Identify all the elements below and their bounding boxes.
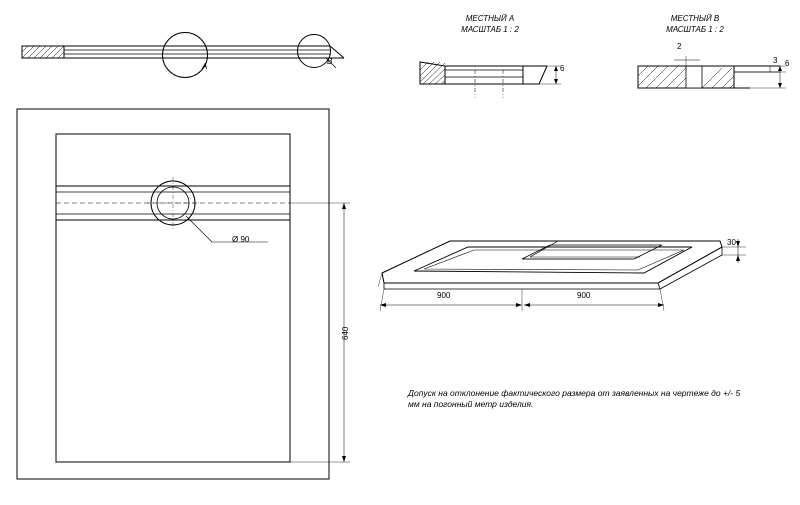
plan-height-dim-label: 640 bbox=[341, 326, 350, 340]
iso-width-dim-label: 900 bbox=[437, 291, 451, 300]
iso-thickness-dim-label: 30 bbox=[727, 238, 736, 247]
plan-diameter-label: Ø 90 bbox=[232, 235, 250, 244]
detail-b-geometry bbox=[630, 36, 790, 106]
tolerance-note: Допуск на отклонение фактического размера от заявленных на чертеже до +/- 5 мм на погонный метр изделия. bbox=[408, 388, 741, 409]
isometric-geometry bbox=[372, 225, 752, 325]
plan-view-geometry bbox=[16, 108, 356, 488]
detail-a-title: МЕСТНЫЙ А bbox=[465, 14, 515, 23]
plan-view bbox=[16, 108, 350, 483]
detail-a-geometry bbox=[415, 36, 565, 106]
detail-a-group bbox=[415, 14, 565, 104]
iso-depth-dim-label: 900 bbox=[577, 291, 591, 300]
isometric-view bbox=[372, 225, 752, 325]
top-section-view bbox=[14, 20, 344, 80]
detail-b-title: МЕСТНЫЙ В bbox=[670, 14, 720, 23]
detail-b-dim-2: 2 bbox=[677, 42, 682, 51]
callout-label-a: А bbox=[202, 62, 208, 71]
detail-a-dim-6: 6 bbox=[560, 64, 565, 73]
detail-b-dim-3: 3 bbox=[773, 56, 778, 65]
detail-circle-b bbox=[297, 34, 331, 68]
detail-b-dim-6: 6 bbox=[785, 59, 790, 68]
detail-b-group bbox=[630, 14, 790, 104]
detail-b-scale: МАСШТАБ 1 : 2 bbox=[666, 25, 724, 34]
detail-a-scale: МАСШТАБ 1 : 2 bbox=[461, 25, 519, 34]
callout-label-b: В bbox=[327, 57, 333, 66]
